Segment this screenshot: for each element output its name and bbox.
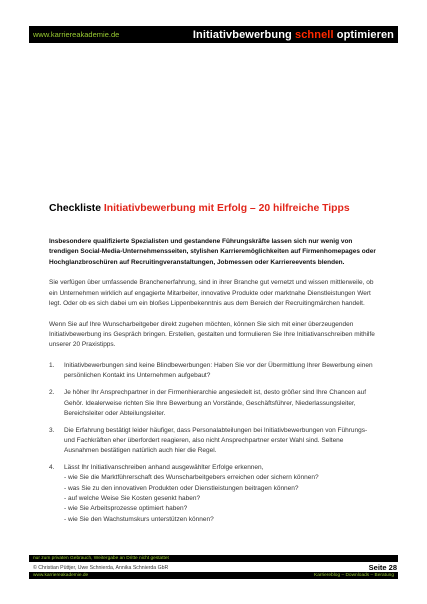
tip-number: 4. — [49, 464, 55, 472]
tip-subitem: - wie Sie Arbeitsprozesse optimiert haben? — [64, 505, 188, 513]
footer-url[interactable]: www.karriereakademie.de — [33, 573, 89, 578]
page-title-pre: Checkliste — [49, 203, 104, 214]
footer-notice: nur zum privaten Gebrauch, Weitergabe an Dritte nicht gestattet — [29, 555, 398, 562]
page-title — [49, 203, 389, 214]
page-number: Seite 28 — [368, 563, 397, 572]
tip-text: Initiativbewerbungen sind keine Blindbewerbungen: Haben Sie vor der Übermittlung Ihrer Bewerbung einen persönlichen Kontakt ins Unternehmen aufgebaut? — [64, 362, 373, 380]
footer-tagline: Karriereblog – Downloads – Beratung — [314, 573, 394, 578]
footer-copyright: © Christian Püttjer, Uwe Schnierda, Annika Schnierda GbR — [33, 564, 169, 571]
list-item — [49, 426, 379, 457]
tip-number: 1. — [49, 362, 55, 370]
header-title — [193, 29, 394, 41]
paragraph-1: Sie verfügen über umfassende Branchenerfahrung, sind in ihrer Branche gut vernetzt und wissen mittlerweile, ob ein Unternehmen wirklich auf engagierte Mitarbeiter, innovative Produkte oder marktnahe Dienstleistungen Wert legt. Oder ob es sich dabei um ein bloßes Lippenbekenntnis aus dem Bereich der Recruitingmärchen handelt. — [49, 279, 374, 307]
tip-subitem: - auf welche Weise Sie Kosten gesenkt haben? — [64, 494, 201, 502]
list-item — [49, 361, 379, 382]
tip-text: Lässt Ihr Initiativanschreiben anhand ausgewählter Erfolge erkennen, — [64, 464, 264, 472]
tip-subitem: - wie Sie die Marktführerschaft des Wunscharbeitgebers erreichen oder sichern können? — [64, 474, 319, 482]
footer-bar — [29, 572, 398, 579]
header-url[interactable]: www.karriereakademie.de — [33, 30, 120, 39]
tip-subitem: - wie Sie den Wachstumskurs unterstützen können? — [64, 515, 214, 523]
lead-paragraph: Insbesondere qualifizierte Spezialisten und gestandene Führungskräfte lassen sich nur wenig von trendigen Social-Media-Unternehmensseiten, stylishen Karrieremöglichkeiten auf Firmenhomepages oder Hochglanzbroschüren auf Recruitingveranstaltungen, Jobmessen oder Karriereevents blenden. — [49, 238, 376, 266]
tip-number: 2. — [49, 389, 55, 397]
tip-text: Je höher Ihr Ansprechpartner in der Firmenhierarchie angesiedelt ist, desto größer sind Ihre Chancen auf Gehör. Idealerweise richten Sie Ihre Bewerbung an Vorstände, Geschäftsführer, Niederlassungsleiter, Bereichsleiter oder Abteilungsleiter. — [64, 389, 367, 417]
tip-subitem: - was Sie zu den innovativen Produkten oder Dienstleistungen beitragen können? — [64, 484, 299, 492]
page-header — [29, 26, 398, 43]
header-title-accent: schnell — [295, 28, 334, 41]
main-content — [49, 237, 379, 531]
footer-info — [29, 563, 398, 572]
list-item — [49, 388, 379, 419]
header-title-post: optimieren — [333, 28, 394, 41]
tip-number: 3. — [49, 426, 55, 434]
list-item — [49, 463, 379, 525]
tips-list — [49, 361, 379, 525]
header-title-pre: Initiativbewerbung — [192, 28, 295, 41]
page-title-accent: Initiativbewerbung mit Erfolg – 20 hilfreiche Tipps — [103, 203, 350, 214]
tip-text: Die Erfahrung bestätigt leider häufiger, dass Personalabteilungen bei Initiativbewerbungen von Führungs- und Fachkräften eher überfordert reagieren, also nicht Ansprechpartner erster Wahl sind. Seltene Ausnahmen bestätigen natürlich auch hier die Regel. — [64, 426, 368, 455]
paragraph-2: Wenn Sie auf Ihre Wunscharbeitgeber direkt zugehen möchten, können Sie sich mit einer überzeugenden Initiativbewerbung ins Gespräch bringen. Erstellen, gestalten und formulieren Sie Ihre Initiativanschreiben mithilfe unserer 20 Praxistipps. — [49, 320, 375, 349]
